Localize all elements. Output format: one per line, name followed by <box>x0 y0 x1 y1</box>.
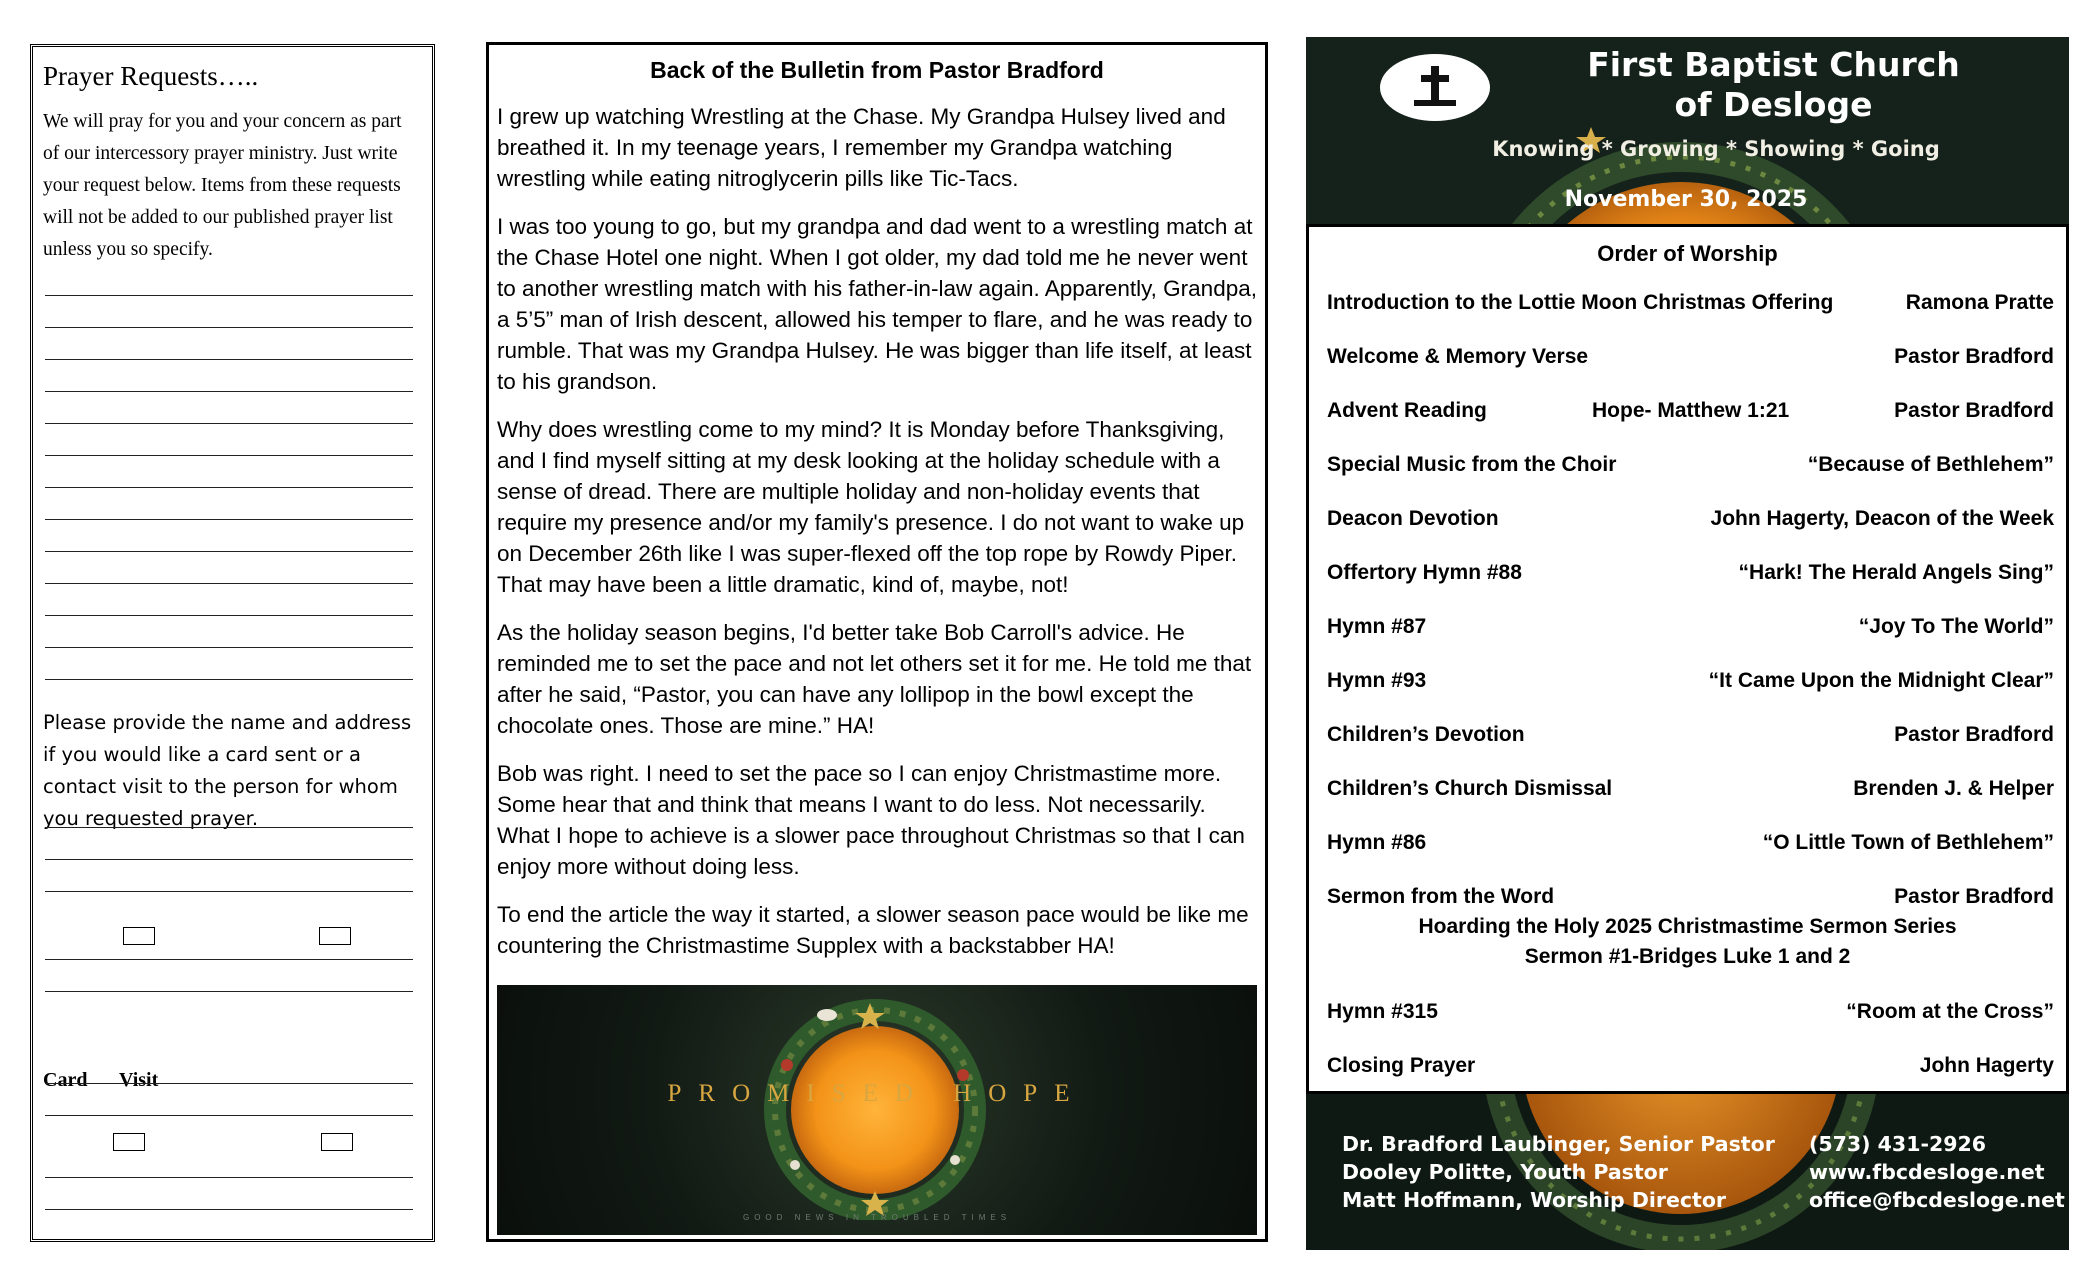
worship-item-leader: Pastor Bradford <box>1894 345 2054 368</box>
request-line[interactable] <box>45 359 413 360</box>
contact-line[interactable] <box>45 1115 413 1116</box>
article-paragraph: As the holiday season begins, I'd better take Bob Carroll's advice. He reminded me to set the pace and not let others set it for me. He told me that after he said, “Pastor, you can have any lollipop in the bowl except the chocolate ones. Those are mine.” HA! <box>497 620 1252 738</box>
worship-item <box>1327 1054 2054 1082</box>
worship-item-name: Introduction to the Lottie Moon Christmas Offering <box>1327 291 1834 314</box>
cross-icon <box>1380 54 1490 121</box>
contact-line[interactable] <box>45 1083 413 1084</box>
request-line[interactable] <box>45 327 413 328</box>
worship-item <box>1327 831 2054 859</box>
worship-item-name: Sermon from the Word <box>1327 885 1555 908</box>
worship-item-name: Special Music from the Choir <box>1327 453 1617 476</box>
request-line[interactable] <box>45 519 413 520</box>
prayer-card-title: Prayer Requests….. <box>43 61 259 91</box>
worship-item-name: Hymn #315 <box>1327 1000 1438 1023</box>
worship-item <box>1327 669 2054 697</box>
card-checkbox[interactable] <box>113 1133 145 1151</box>
worship-item-leader: Pastor Bradford <box>1894 885 2054 908</box>
visit-checkbox[interactable] <box>319 927 351 945</box>
request-line[interactable] <box>45 551 413 552</box>
worship-item-name: Hymn #87 <box>1327 615 1427 638</box>
order-of-worship <box>1306 224 2069 1094</box>
staff-youth-pastor: Dooley Politte, Youth Pastor <box>1342 1160 1668 1184</box>
worship-item-name: Hymn #86 <box>1327 831 1427 854</box>
worship-item-title: “It Came Upon the Midnight Clear” <box>1708 669 2054 692</box>
visit-label: Visit <box>119 1069 159 1091</box>
request-line[interactable] <box>45 487 413 488</box>
worship-item-title: “Joy To The World” <box>1858 615 2054 638</box>
worship-item-name: Closing Prayer <box>1327 1054 1476 1077</box>
worship-item-name: Hymn #93 <box>1327 669 1427 692</box>
worship-item-name: Offertory Hymn #88 <box>1327 561 1522 584</box>
article-paragraph: I was too young to go, but my grandpa and dad went to a wrestling match at the Chase Hotel one night. When I got older, my dad told me he never went to another wrestling match with his father-in-law again. Apparently, Grandpa, a 5’5” man of Irish descent, allowed his temper to flare, and he was ready to rumble. That was my Grandpa Hulsey. He was bigger than life itself, at least to his grandson. <box>497 214 1257 394</box>
church-website-link[interactable]: www.fbcdesloge.net <box>1809 1160 2045 1184</box>
church-name-line2: of Desloge <box>1674 85 1873 124</box>
card-checkbox[interactable] <box>123 927 155 945</box>
worship-item <box>1327 561 2054 589</box>
worship-item <box>1327 291 2054 319</box>
request-line[interactable] <box>45 391 413 392</box>
worship-item-leader: Ramona Pratte <box>1905 291 2054 314</box>
church-logo <box>1380 54 1490 121</box>
worship-item-title: “Because of Bethlehem” <box>1807 453 2054 476</box>
contact-line[interactable] <box>45 1177 413 1178</box>
request-line[interactable] <box>45 455 413 456</box>
church-tagline: Knowing * Growing * Showing * Going <box>1492 137 1940 161</box>
contact-note: Please provide the name and address if you would like a card sent or a contact visit to the person for whom you requested prayer. <box>43 711 412 830</box>
article-body <box>497 101 1259 978</box>
article-paragraph: Bob was right. I need to set the pace so I can enjoy Christmastime more. Some hear that and think that means I want to do less. Not necessarily. What I hope to achieve is a slower pace throughout Christmas so that I can enjoy more without doing less. <box>497 761 1245 879</box>
worship-item-title: “Hark! The Herald Angels Sing” <box>1738 561 2054 584</box>
prayer-request-card <box>30 44 435 1242</box>
worship-item-leader: Pastor Bradford <box>1894 399 2054 422</box>
worship-item-name: Deacon Devotion <box>1327 507 1499 530</box>
worship-item-name: Welcome & Memory Verse <box>1327 345 1589 368</box>
worship-item-leader: Pastor Bradford <box>1894 723 2054 746</box>
worship-item <box>1327 1000 2054 1028</box>
contact-line[interactable] <box>45 1209 413 1210</box>
contact-line[interactable] <box>45 991 413 992</box>
bulletin-header <box>1306 37 2069 224</box>
article-paragraph: To end the article the way it started, a slower season pace would be like me countering the Christmastime Supplex with a backstabber HA! <box>497 902 1249 958</box>
worship-item-leader: John Hagerty, Deacon of the Week <box>1710 507 2054 530</box>
visit-checkbox[interactable] <box>321 1133 353 1151</box>
image-title: PROMISED HOPE <box>667 1080 1087 1107</box>
bulletin-footer <box>1306 1094 2069 1250</box>
church-name-line1: First Baptist Church <box>1587 45 1960 84</box>
worship-item <box>1327 507 2054 535</box>
worship-item-name: Children’s Church Dismissal <box>1327 777 1613 800</box>
request-line[interactable] <box>45 615 413 616</box>
staff-senior-pastor: Dr. Bradford Laubinger, Senior Pastor <box>1342 1132 1775 1156</box>
worship-item-title: “Room at the Cross” <box>1846 1000 2054 1023</box>
staff-worship-director: Matt Hoffmann, Worship Director <box>1342 1188 1727 1212</box>
article-paragraph: I grew up watching Wrestling at the Chase. My Grandpa Hulsey lived and breathed it. In my teenage years, I remember my Grandpa watching wrestling while eating nitroglycerin pills like Tic-Tacs. <box>497 104 1226 191</box>
service-date: November 30, 2025 <box>1564 187 1808 212</box>
worship-item-scripture: Hope- Matthew 1:21 <box>1592 399 1790 422</box>
worship-item <box>1327 615 2054 643</box>
pastor-article-panel <box>486 42 1268 1242</box>
worship-item-name: Advent Reading <box>1327 399 1487 422</box>
contact-line[interactable] <box>45 959 413 960</box>
worship-item <box>1327 399 2054 427</box>
contact-line[interactable] <box>45 891 413 892</box>
request-line[interactable] <box>45 295 413 296</box>
worship-item-name: Children’s Devotion <box>1327 723 1525 746</box>
worship-item-title: “O Little Town of Bethlehem” <box>1762 831 2054 854</box>
request-line[interactable] <box>45 423 413 424</box>
church-name <box>1511 45 2036 125</box>
bulletin-front-panel <box>1306 37 2069 1250</box>
article-paragraph: Why does wrestling come to my mind? It is Monday before Thanksgiving, and I find myself sitting at my desk looking at the holiday schedule with a sense of dread. There are multiple holiday and non-holiday events that require my presence and/or my family's presence. I do not want to wake up on December 26th like I was super-flexed off the top rope by Rowdy Piper. That may have been a little dramatic, kind of, maybe, not! <box>497 417 1245 597</box>
church-email-link[interactable]: office@fbcdesloge.net <box>1809 1188 2065 1212</box>
card-label: Card <box>43 1069 88 1091</box>
sermon-title: Sermon #1-Bridges Luke 1 and 2 <box>1524 945 1851 968</box>
worship-item-leader: Brenden J. & Helper <box>1853 777 2054 800</box>
request-line[interactable] <box>45 647 413 648</box>
worship-item <box>1327 453 2054 481</box>
image-subtitle: GOOD NEWS IN TROUBLED TIMES <box>742 1213 1012 1222</box>
prayer-card-intro: We will pray for you and your concern as part of our intercessory prayer ministry. Just write your request below. Items from these requests will not be added to our published prayer list unless you so specify. <box>43 111 402 260</box>
worship-item <box>1327 885 2054 913</box>
request-line[interactable] <box>45 679 413 680</box>
contact-line[interactable] <box>45 859 413 860</box>
worship-item <box>1327 777 2054 805</box>
request-line[interactable] <box>45 583 413 584</box>
promised-hope-image <box>497 985 1257 1235</box>
worship-item-leader: John Hagerty <box>1919 1054 2054 1077</box>
worship-item <box>1327 345 2054 373</box>
order-of-worship-title: Order of Worship <box>1597 241 1778 266</box>
sermon-series: Hoarding the Holy 2025 Christmastime Sermon Series <box>1418 915 1957 938</box>
worship-item <box>1327 723 2054 751</box>
church-phone[interactable]: (573) 431-2926 <box>1809 1132 1987 1156</box>
article-title: Back of the Bulletin from Pastor Bradford <box>650 57 1104 83</box>
contact-line[interactable] <box>45 827 413 828</box>
